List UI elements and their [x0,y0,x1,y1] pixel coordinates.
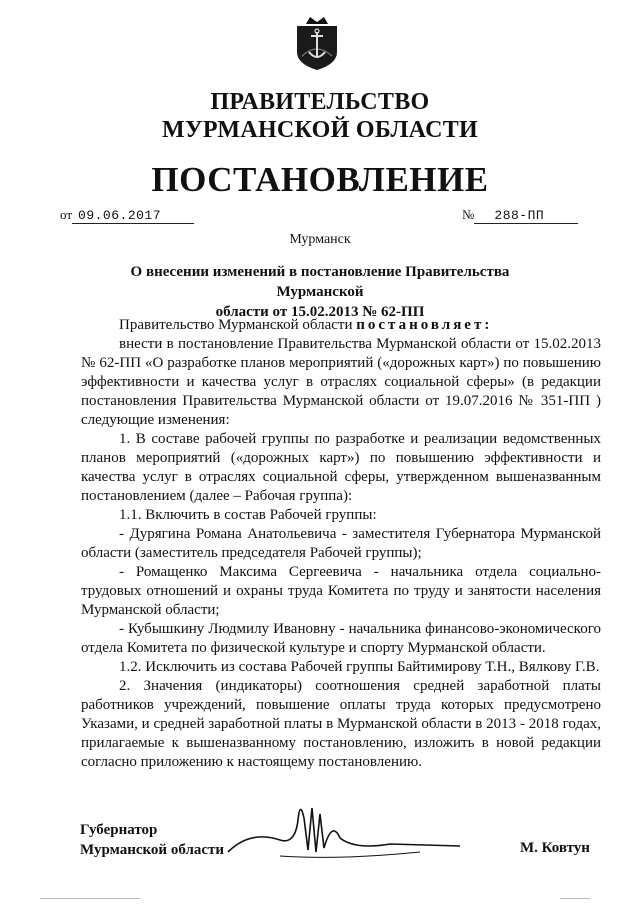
scan-edge-mark [40,898,140,899]
subject-line1: О внесении изменений в постановление Правительства Мурманской [130,264,510,300]
paragraph-5: - Ромащенко Максима Сергеевича - начальника отдела социально-трудовых отношений и охраны труда Комитета по труду и занятости населения Мурманской области; [81,564,601,618]
signatory-position [80,820,224,860]
intro-lead: Правительство Мурманской области [119,317,353,333]
date-prefix: от [60,207,73,222]
paragraph-7: 1.2. Исключить из состава Рабочей группы Байтимирову Т.Н., Вялкову Г.В. [119,659,600,675]
signatory-position-line1: Губернатор [80,822,158,838]
city: Мурманск [289,232,351,247]
date-field [60,207,194,224]
number-field [462,207,578,224]
document-body [81,316,601,772]
signatory-name: М. Ковтун [520,840,590,856]
paragraph-4: - Дурягина Романа Анатольевича - заместителя Губернатора Мурманской области (заместитель председателя Рабочей группы); [81,526,601,561]
subject-line2: области от 15.02.2013 № 62-ПП [215,304,425,320]
decree-intro [81,316,601,335]
paragraph-8: 2. Значения (индикаторы) соотношения средней заработной платы работников учреждений, повышение оплаты труда которых предусмотрено Указами, и средней заработной платы в Мурманской области в 2013 - 2018 годах, прилагаемые к вышеназванному постановлению, изложить в новой редакции согласно приложению к настоящему постановлению. [81,678,601,770]
paragraph-3: 1.1. Включить в состав Рабочей группы: [119,507,377,523]
scan-edge-mark-right [560,898,590,899]
government-title-line1: ПРАВИТЕЛЬСТВО [210,89,430,115]
document-number: 288-ПП [474,208,578,224]
document-subject [100,262,540,322]
intro-decree: постановляет: [356,317,493,333]
paragraph-2: 1. В составе рабочей группы по разработке и реализации ведомственных планов мероприятий («дорожных карт») по повышению эффективности и качества услуг в отраслях социальной сферы, утвержденном вышеназванным постановлением (далее – Рабочая группа): [81,431,601,504]
coat-of-arms-icon [292,14,342,72]
document-date: 09.06.2017 [72,208,194,224]
document-type-title: ПОСТАНОВЛЕНИЕ [151,160,489,199]
handwritten-signature [220,790,480,870]
government-title-line2: МУРМАНСКОЙ ОБЛАСТИ [162,117,478,143]
signatory-position-line2: Мурманской области [80,842,225,858]
number-prefix: № [462,207,475,222]
paragraph-1: внести в постановление Правительства Мурманской области от 15.02.2013 № 62-ПП «О разработке планов мероприятий («дорожных карт») по повышению эффективности и качества услуг в отраслях социальной сферы» (в редакции постановления Правительства Мурманской области от 19.07.2016 № 351-ПП ) следующие изменения: [81,336,601,428]
paragraph-6: - Кубышкину Людмилу Ивановну - начальника финансово-экономического отдела Комитета по физической культуре и спорту Мурманской области. [81,621,601,656]
